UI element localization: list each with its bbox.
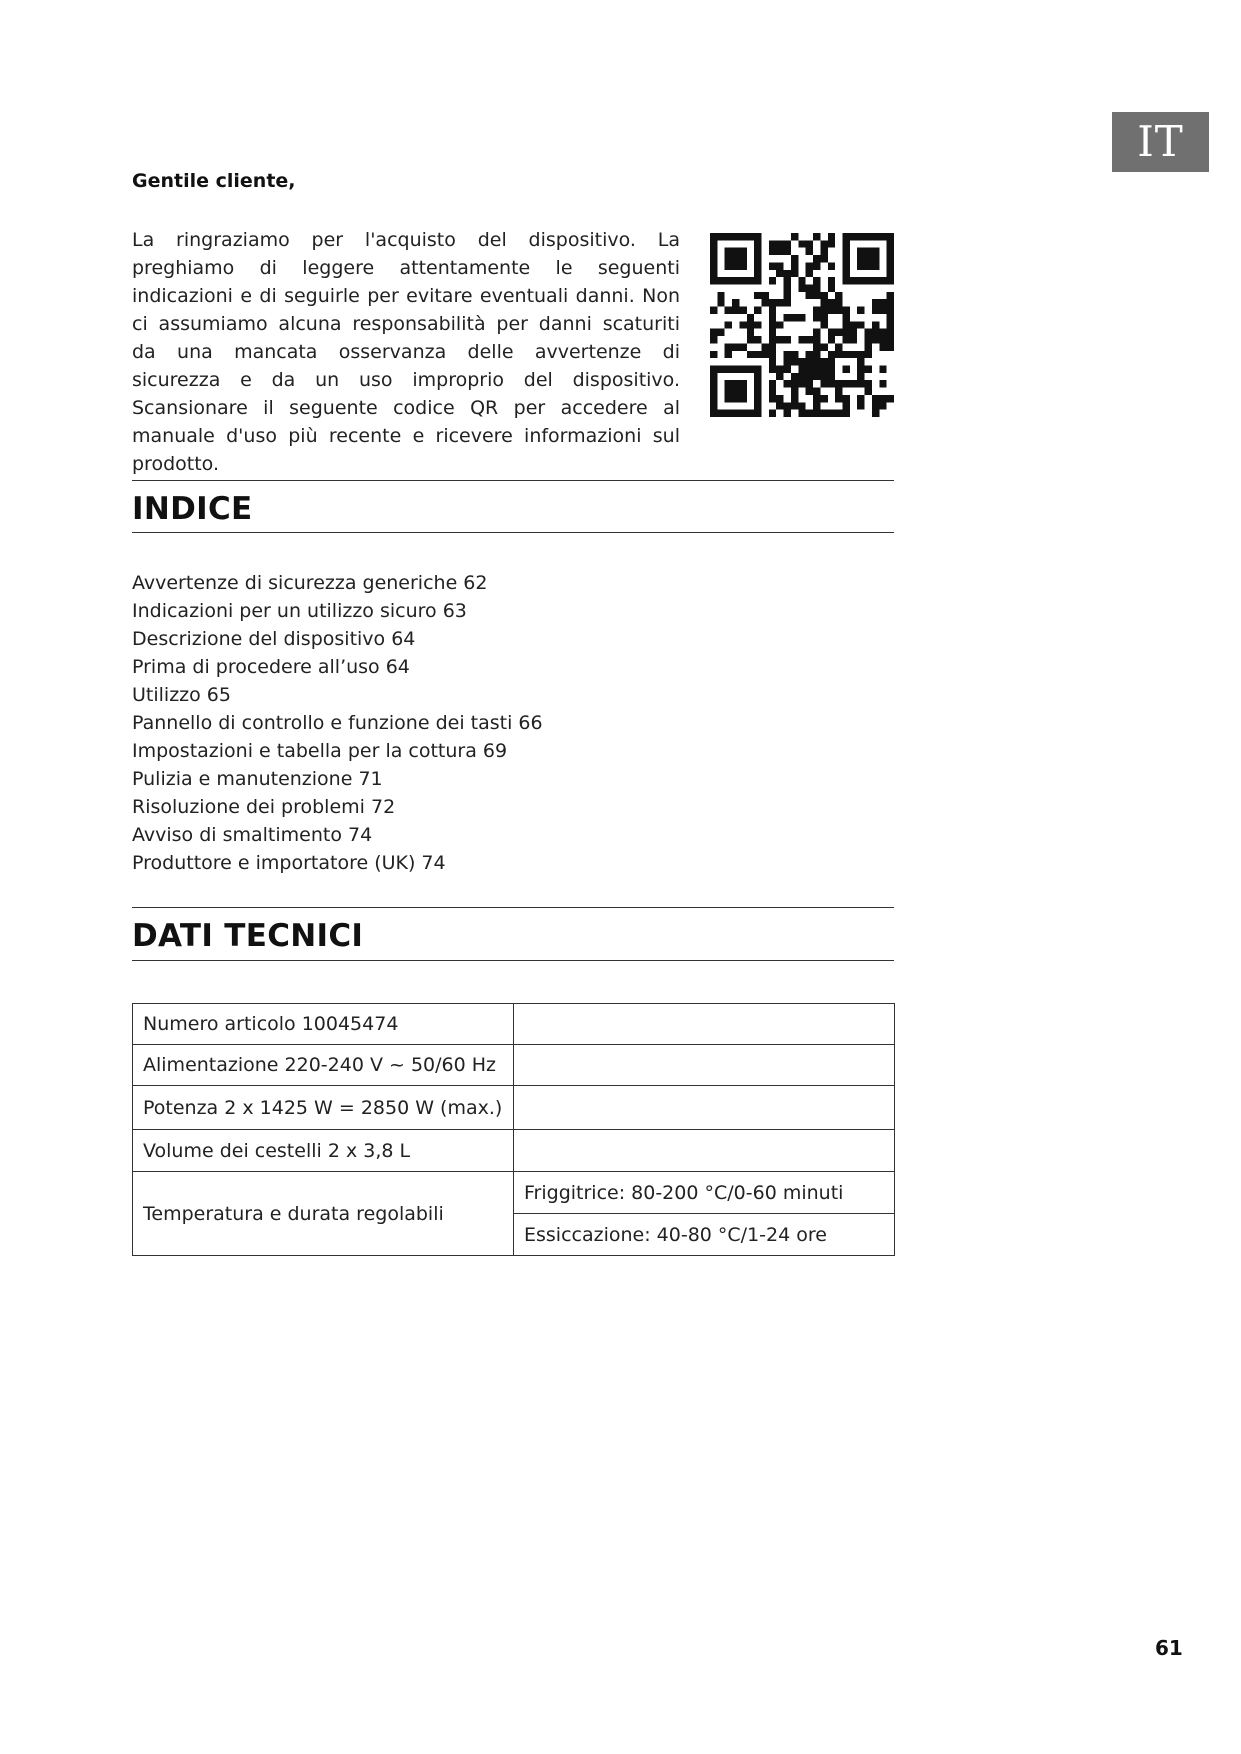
toc-item[interactable]: Avvertenze di sicurezza generiche 62 (132, 572, 488, 594)
index-rule-bottom (132, 532, 894, 533)
toc-item[interactable]: Avviso di smaltimento 74 (132, 824, 373, 846)
spec-label: Volume dei cestelli 2 x 3,8 L (133, 1130, 514, 1172)
spec-value: Friggitrice: 80-200 °C/0-60 minuti (514, 1172, 895, 1214)
table-row (133, 1045, 895, 1086)
intro-paragraph: La ringraziamo per l'acquisto del dispositivo. La preghiamo di leggere attentamente le seguenti indicazioni e di seguirle per evitare eventuali danni. Non ci assumiamo alcuna responsabilità per danni scaturiti da una mancata osservanza delle avvertenze di sicurezza e da un uso improprio del dispositivo. Scansionare il seguente codice QR per accedere al manuale d'uso più recente e ricevere informazioni sul prodotto. (132, 229, 680, 475)
spec-label: Potenza 2 x 1425 W = 2850 W (max.) (133, 1086, 514, 1130)
index-rule-top (132, 480, 894, 481)
spec-label: Alimentazione 220-240 V ~ 50/60 Hz (133, 1045, 514, 1086)
spec-value (514, 1086, 895, 1130)
table-of-contents (132, 569, 543, 877)
tech-rule-top (132, 907, 894, 908)
toc-item[interactable]: Impostazioni e tabella per la cottura 69 (132, 740, 508, 762)
spec-value: Essiccazione: 40-80 °C/1-24 ore (514, 1214, 895, 1256)
toc-item[interactable]: Descrizione del dispositivo 64 (132, 628, 416, 650)
spec-value (514, 1045, 895, 1086)
spec-value (514, 1130, 895, 1172)
table-row (133, 1086, 895, 1130)
tech-specs-table (132, 1003, 895, 1256)
index-title: INDICE (132, 491, 253, 527)
toc-item[interactable]: Utilizzo 65 (132, 684, 231, 706)
table-row (133, 1172, 895, 1214)
toc-item[interactable]: Risoluzione dei problemi 72 (132, 796, 396, 818)
toc-item[interactable]: Produttore e importatore (UK) 74 (132, 852, 446, 874)
table-row (133, 1130, 895, 1172)
toc-item[interactable]: Indicazioni per un utilizzo sicuro 63 (132, 600, 467, 622)
spec-value (514, 1004, 895, 1045)
toc-item[interactable]: Pulizia e manutenzione 71 (132, 768, 383, 790)
greeting: Gentile cliente, (132, 170, 296, 192)
spec-label: Temperatura e durata regolabili (133, 1172, 514, 1256)
spec-label: Numero articolo 10045474 (133, 1004, 514, 1045)
qr-code-icon[interactable] (710, 233, 894, 417)
table-row (133, 1004, 895, 1045)
toc-item[interactable]: Prima di procedere all’uso 64 (132, 656, 410, 678)
toc-item[interactable]: Pannello di controllo e funzione dei tasti 66 (132, 712, 543, 734)
language-tab: IT (1112, 112, 1209, 172)
tech-rule-bottom (132, 960, 894, 961)
page-number: 61 (1155, 1636, 1183, 1660)
tech-title: DATI TECNICI (132, 918, 364, 954)
